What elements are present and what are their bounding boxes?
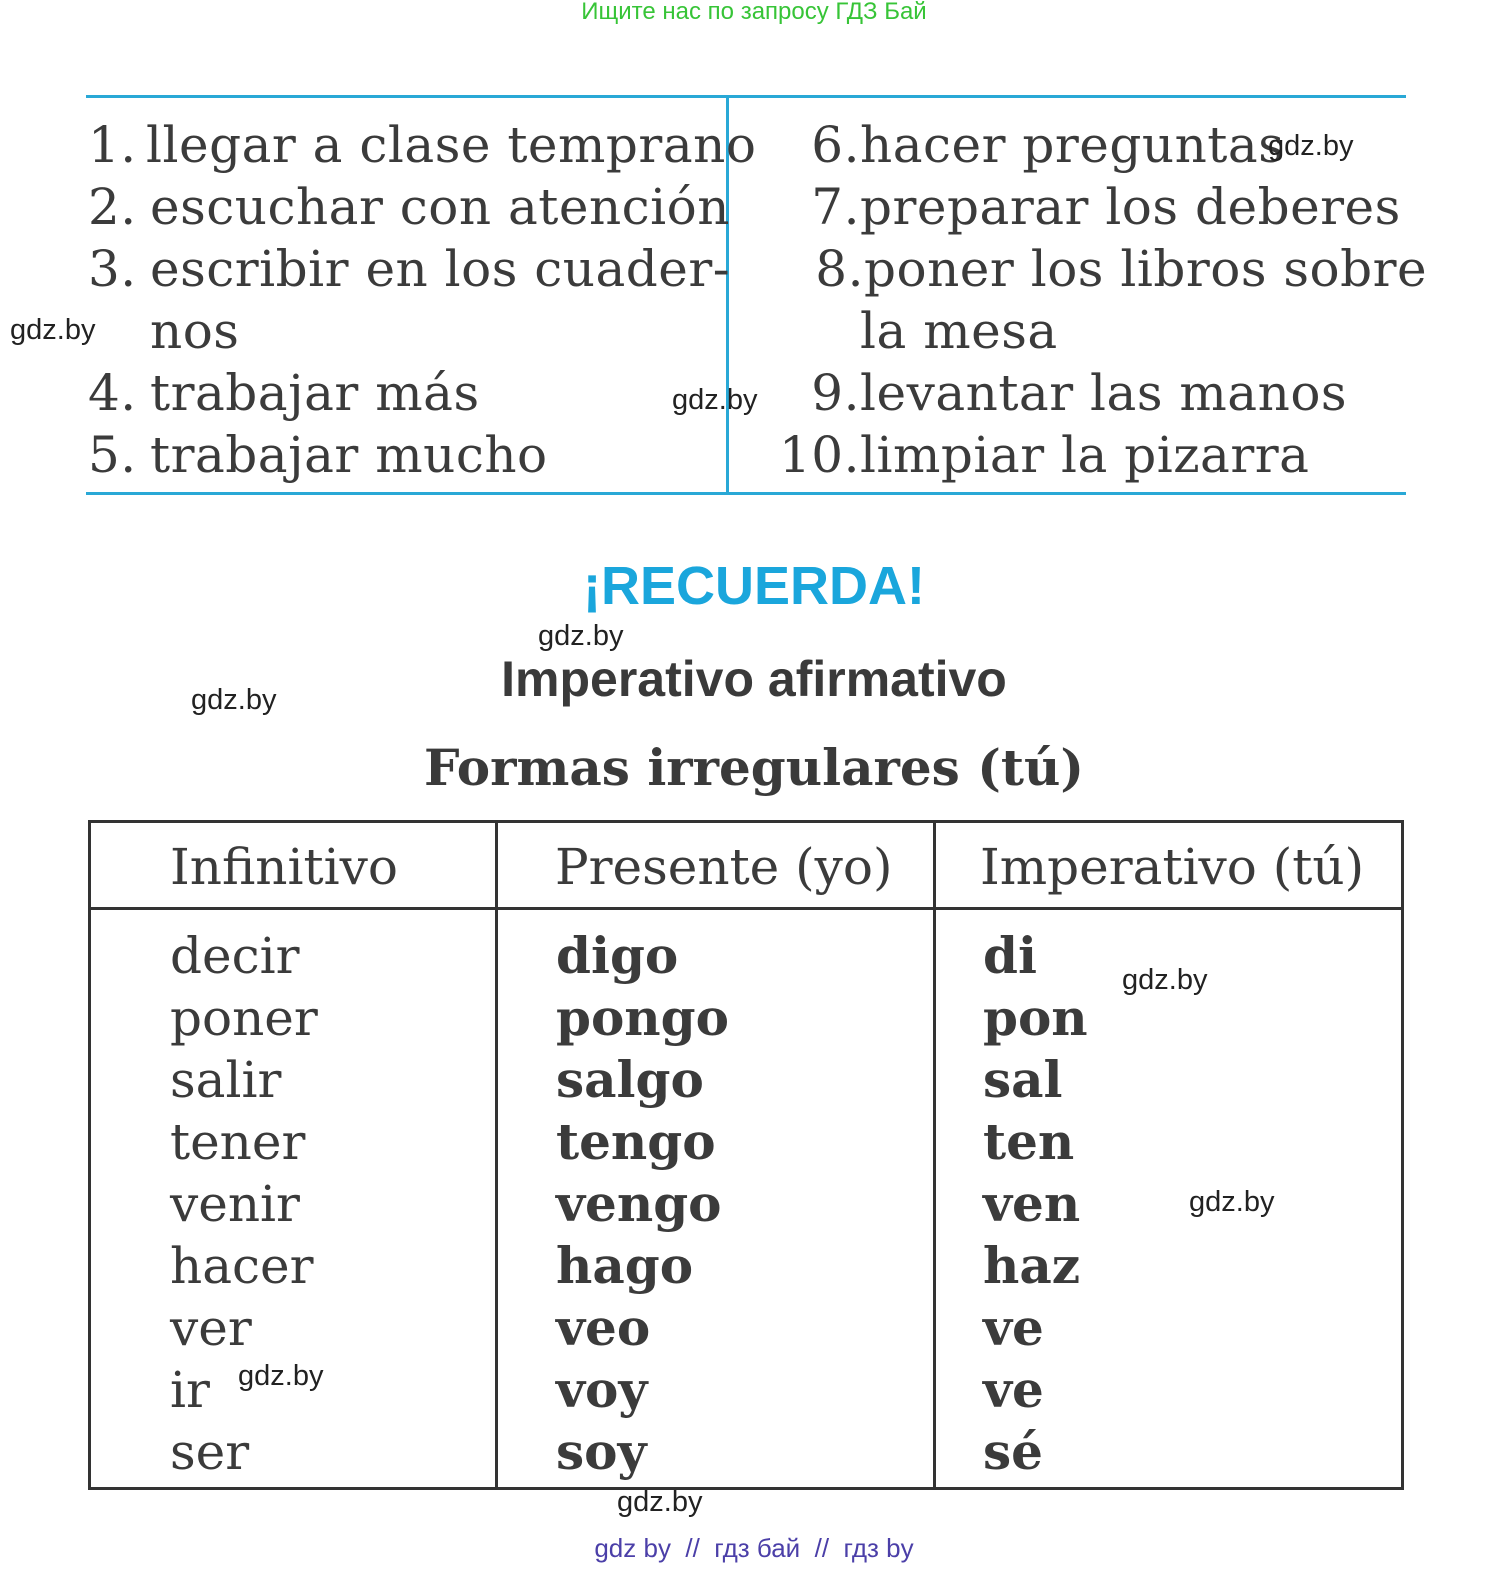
watermark: gdz.by (672, 384, 758, 416)
table-cell: sal (983, 1050, 1063, 1109)
table-cell: veo (556, 1298, 651, 1357)
watermark: gdz.by (10, 314, 96, 346)
table-cell: digo (556, 926, 679, 985)
table-cell: soy (556, 1422, 647, 1481)
table-cell: ve (983, 1298, 1044, 1357)
table-header-imperativo: Imperativo (tú) (980, 838, 1365, 896)
table-cell: ven (983, 1174, 1081, 1233)
column-imperativo (983, 925, 1088, 1483)
table-cell: pongo (556, 988, 729, 1047)
table-cell: ser (170, 1423, 250, 1481)
table-header-infinitivo: Infinitivo (170, 838, 398, 896)
table-cell: vengo (556, 1174, 722, 1233)
top-banner: Ищите нас по запросу ГДЗ Бай (581, 0, 927, 25)
table-header-presente: Presente (yo) (555, 838, 893, 896)
table-cell: ir (170, 1361, 210, 1419)
section-subtitle: Formas irregulares (tú) (424, 738, 1084, 797)
table-col-divider (933, 820, 936, 1490)
table-cell: decir (170, 927, 300, 985)
list-item: 10.limpiar la pizarra (778, 426, 1310, 484)
column-infinitivo (170, 925, 318, 1483)
watermark: gdz.by (191, 684, 277, 716)
footer-links[interactable]: gdz by // гдз бай // гдз by (594, 1533, 914, 1563)
list-right (764, 114, 1427, 486)
list-item: 6.hacer preguntas (811, 116, 1285, 174)
table-cell: sé (983, 1422, 1043, 1481)
table-cell: hacer (170, 1237, 314, 1295)
table-cell: ve (983, 1360, 1044, 1419)
table-cell: di (983, 926, 1037, 985)
watermark: gdz.by (538, 620, 624, 652)
list-left (88, 114, 756, 486)
table-header-rule (88, 907, 1404, 910)
list-item: 9.levantar las manos (811, 364, 1348, 422)
section-title: Imperativo afirmativo (501, 651, 1007, 707)
table-cell: tener (170, 1113, 306, 1171)
table-cell: salgo (556, 1050, 704, 1109)
watermark: gdz.by (1122, 964, 1208, 996)
list-item: 8.poner los libros sobre (815, 240, 1428, 298)
list-item: 5. trabajar mucho (88, 426, 548, 484)
list-item: la mesa (860, 302, 1058, 360)
watermark: gdz.by (1189, 1186, 1275, 1218)
table-cell: haz (983, 1236, 1081, 1295)
list-top-rule (86, 95, 1406, 98)
column-presente (556, 925, 729, 1483)
table-cell: poner (170, 989, 318, 1047)
list-bottom-rule (86, 492, 1406, 495)
table-cell: ten (983, 1112, 1075, 1171)
table-cell: venir (170, 1175, 300, 1233)
table-col-divider (495, 820, 498, 1490)
list-item: 2. escuchar con atención (88, 178, 730, 236)
watermark: gdz.by (1268, 130, 1354, 162)
table-cell: tengo (556, 1112, 716, 1171)
list-item: 1. llegar a clase temprano (88, 116, 757, 174)
list-item: 7.preparar los deberes (811, 178, 1401, 236)
table-cell: salir (170, 1051, 282, 1109)
table-cell: ver (170, 1299, 252, 1357)
list-item: 4. trabajar más (88, 364, 480, 422)
table-cell: hago (556, 1236, 694, 1295)
recuerda-heading: ¡RECUERDA! (583, 556, 925, 616)
table-cell: pon (983, 988, 1088, 1047)
watermark: gdz.by (238, 1360, 324, 1392)
watermark: gdz.by (617, 1486, 703, 1518)
list-item: nos (150, 302, 240, 360)
list-item: 3. escribir en los cuader- (88, 240, 731, 298)
table-cell: voy (556, 1360, 648, 1419)
